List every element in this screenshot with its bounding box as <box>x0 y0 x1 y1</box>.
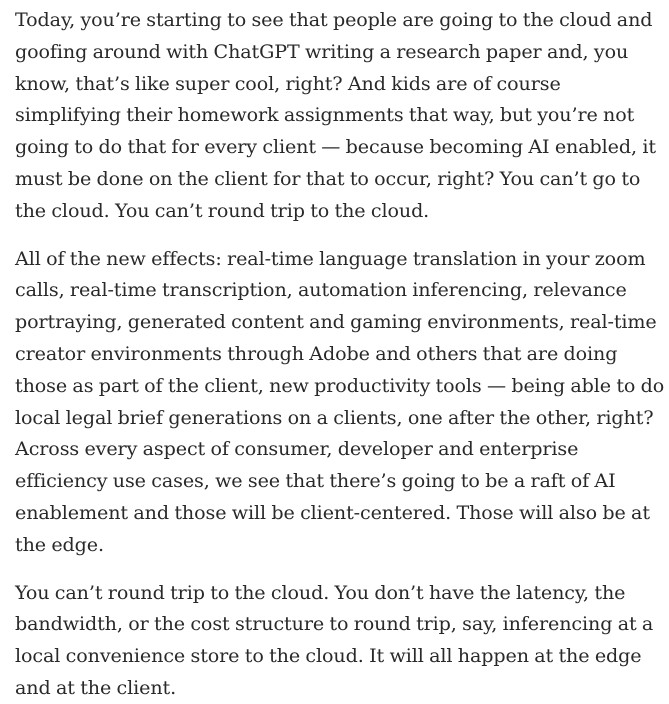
paragraph-edge-client: You can’t round trip to the cloud. You don’t have the latency, the bandwidth, or the cost structure to round trip, say, inferencing at a local convenience store to the cloud. It will all happen at the edge and at the client. <box>15 580 654 699</box>
article-body <box>15 4 665 704</box>
paragraph-new-effects: All of the new effects: real-time language translation in your zoom calls, real-time transcription, automation inferencing, relevance portraying, generated content and gaming environments, real-time creator environments through Adobe and others that are doing those as part of the client, new productivity tools — being able to do local legal brief generations on a clients, one after the other, right? Across every aspect of consumer, developer and enterprise efficiency use cases, we see that there’s going to be a raft of AI enablement and those will be client-centered. Those will also be at the edge. <box>15 246 665 556</box>
paragraph-cloud-limits: Today, you’re starting to see that people are going to the cloud and goofing around with ChatGPT writing a research paper and, you know, that’s like super cool, right? And kids are of course simplifying their homework assignments that way, but you’re not going to do that for every client — because becoming AI enabled, it must be done on the client for that to occur, right? You can’t go to the cloud. You can’t round trip to the cloud. <box>15 8 656 222</box>
